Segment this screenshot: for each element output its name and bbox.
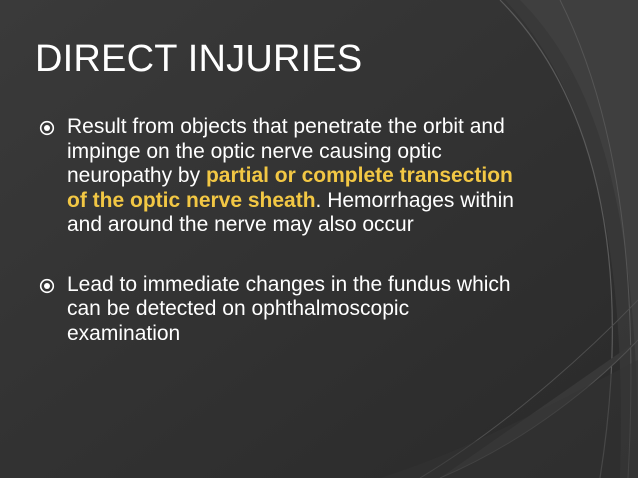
bullet-text: Lead to immediate changes in the fundus which can be detected on ophthalmoscopic examination <box>67 272 511 345</box>
bullet-item <box>39 115 519 238</box>
bullet-item <box>39 273 519 347</box>
bullet-text: Result from objects that penetrate the orbit and impinge on the optic nerve causing optic neuropathy by <box>67 115 505 187</box>
circled-dot-bullet-icon <box>39 278 55 294</box>
bullet-text-continued: . Hemorrhages within and around the nerve may also occur <box>67 188 514 236</box>
bullet-highlight-text: partial or complete transection of the optic nerve sheath <box>67 164 513 212</box>
bullet-list <box>39 115 519 346</box>
circled-dot-bullet-icon <box>39 120 55 136</box>
slide-title: DIRECT INJURIES <box>35 38 363 80</box>
